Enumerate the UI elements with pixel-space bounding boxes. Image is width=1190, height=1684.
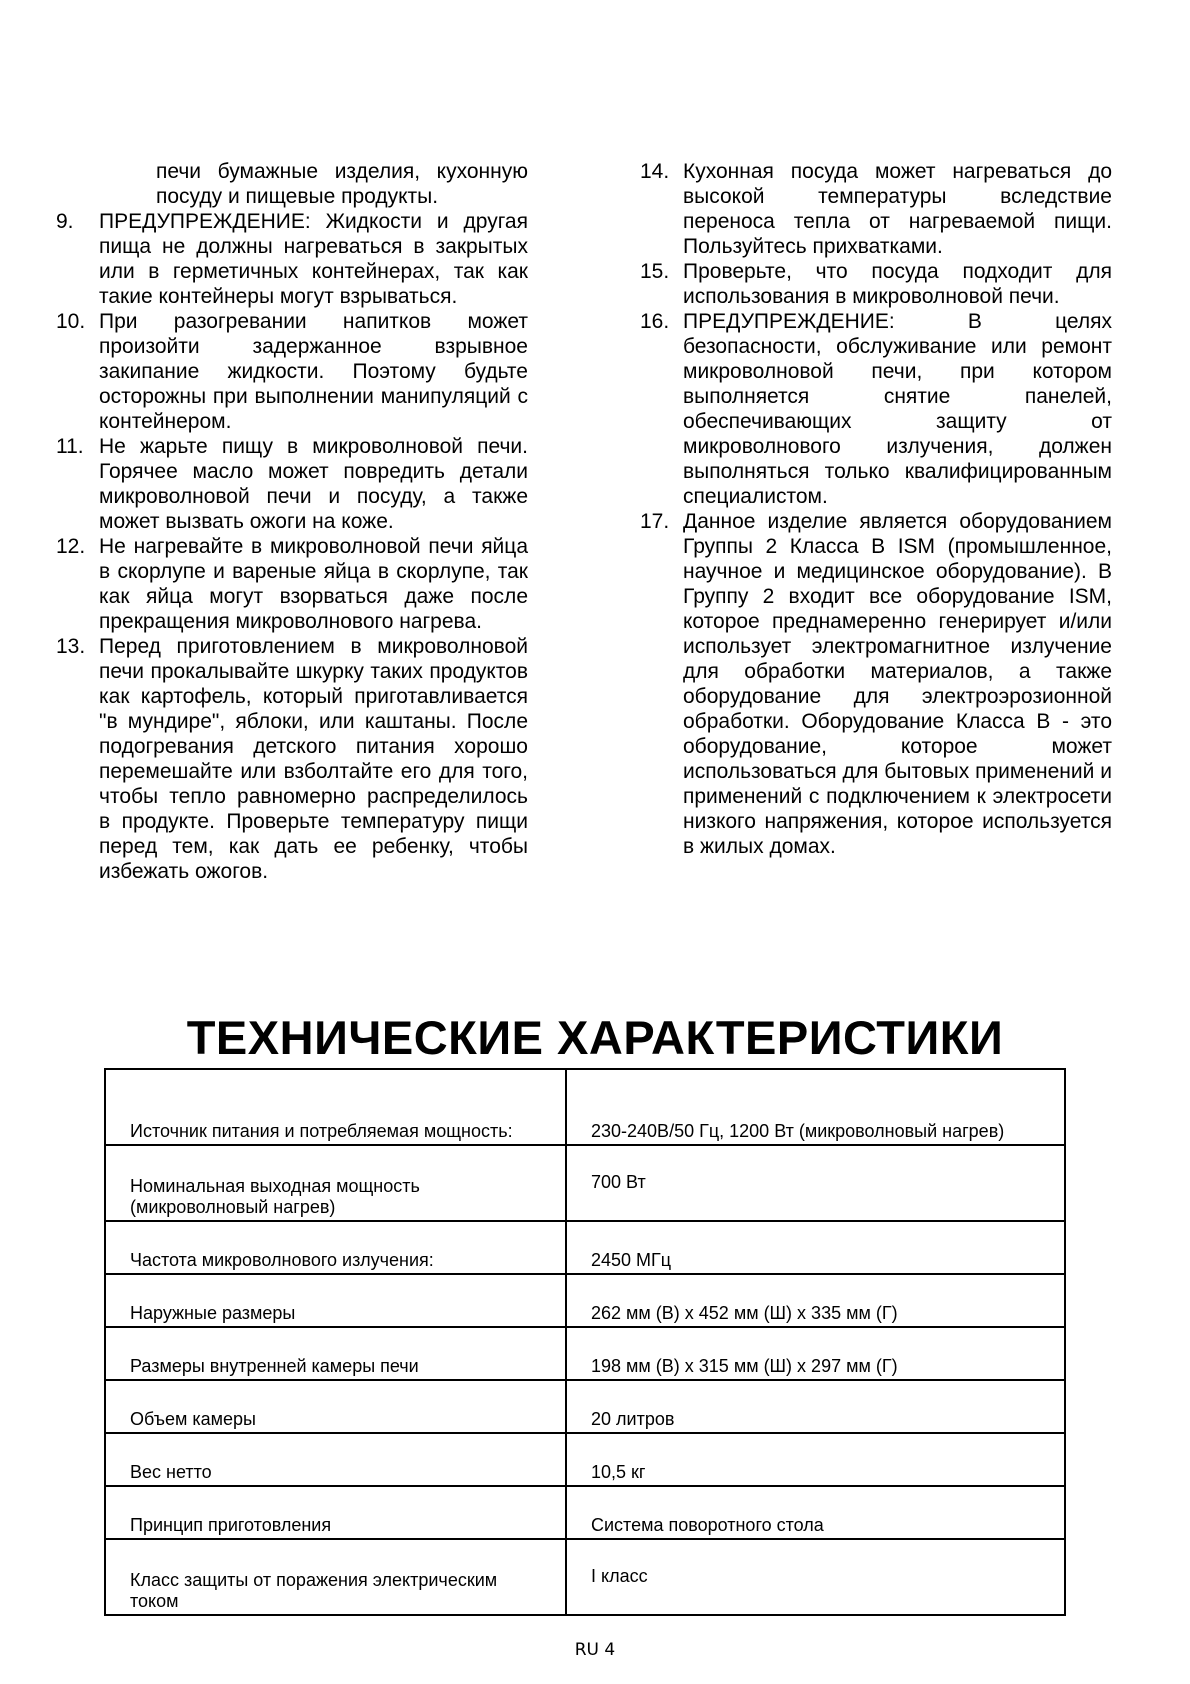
spec-label: Размеры внутренней камеры печи bbox=[105, 1327, 566, 1380]
spec-label: Вес нетто bbox=[105, 1433, 566, 1486]
item-text: Кухонная посуда может нагреваться до высокой температуры вследствие переноса тепла от нагреваемой пищи. Пользуйтесь прихватками. bbox=[683, 160, 1112, 258]
item-text: При разогревании напитков может произойти задержанное взрывное закипание жидкости. Поэтому будьте осторожны при выполнении манипуляций с контейнером. bbox=[99, 310, 528, 433]
item-number: 16. bbox=[640, 310, 670, 333]
table-row bbox=[105, 1221, 1065, 1274]
list-item bbox=[640, 159, 1112, 259]
specs-title: ТЕХНИЧЕСКИЕ ХАРАКТЕРИСТИКИ bbox=[186, 1011, 1004, 1064]
table-row bbox=[105, 1380, 1065, 1433]
item-text: Перед приготовлением в микроволновой печи прокалывайте шкурку таких продуктов как картофель, который приготавливается "в мундире", яблоки, или каштаны. После подогревания детского питания хорошо перемешайте или взболтайте его для того, чтобы тепло равномерно распределилось в продукте. Проверьте температуру пищи перед тем, как дать ее ребенку, чтобы избежать ожогов. bbox=[99, 635, 528, 883]
item-text: ПРЕДУПРЕЖДЕНИЕ: В целях безопасности, обслуживание или ремонт микроволновой печи, при котором выполняется снятие панелей, обеспечивающих защиту от микроволнового излучения, должен выполняться только квалифицированным специалистом. bbox=[683, 310, 1112, 508]
spec-value: 198 мм (В) x 315 мм (Ш) x 297 мм (Г) bbox=[566, 1327, 1065, 1380]
spec-label: Объем камеры bbox=[105, 1380, 566, 1433]
item-number: 17. bbox=[640, 510, 670, 533]
item-text: Не жарьте пищу в микроволновой печи. Горячее масло может повредить детали микроволновой печи и посуду, а также может вызвать ожоги на коже. bbox=[99, 435, 528, 533]
table-row bbox=[105, 1274, 1065, 1327]
list-item bbox=[640, 509, 1112, 859]
spec-label: Класс защиты от поражения электрическим током bbox=[105, 1539, 566, 1615]
instruction-list-right bbox=[640, 159, 1112, 859]
table-row bbox=[105, 1069, 1065, 1145]
spec-value: 230-240В/50 Гц, 1200 Вт (микроволновый нагрев) bbox=[566, 1069, 1065, 1145]
table-row bbox=[105, 1145, 1065, 1221]
spec-value: 10,5 кг bbox=[566, 1433, 1065, 1486]
table-row bbox=[105, 1539, 1065, 1615]
spec-value: Система поворотного стола bbox=[566, 1486, 1065, 1539]
table-row bbox=[105, 1486, 1065, 1539]
item-text: Проверьте, что посуда подходит для использования в микроволновой печи. bbox=[683, 260, 1112, 308]
item-text: Не нагревайте в микроволновой печи яйца в скорлупе и вареные яйца в скорлупе, так как яйца могут взорваться даже после прекращения микроволнового нагрева. bbox=[99, 535, 528, 633]
item-number: 11. bbox=[56, 435, 84, 458]
item-number: 14. bbox=[640, 160, 670, 183]
spec-value: 2450 МГц bbox=[566, 1221, 1065, 1274]
spec-label: Источник питания и потребляемая мощность: bbox=[105, 1069, 566, 1145]
page-number: RU 4 bbox=[574, 1640, 616, 1660]
table-row bbox=[105, 1433, 1065, 1486]
list-item bbox=[56, 209, 528, 309]
spec-label: Наружные размеры bbox=[105, 1274, 566, 1327]
specs-table bbox=[104, 1068, 1066, 1616]
item-number: 12. bbox=[56, 535, 86, 558]
spec-label: Принцип приготовления bbox=[105, 1486, 566, 1539]
item-number: 9. bbox=[56, 210, 74, 233]
list-item bbox=[56, 309, 528, 434]
spec-label: Номинальная выходная мощность (микроволновый нагрев) bbox=[105, 1145, 566, 1221]
item-number: 10. bbox=[56, 310, 86, 333]
item-text: ПРЕДУПРЕЖДЕНИЕ: Жидкости и другая пища не должны нагреваться в закрытых или в герметичных контейнерах, так как такие контейнеры могут взрываться. bbox=[99, 210, 528, 308]
left-column bbox=[56, 159, 528, 884]
spec-value: 20 литров bbox=[566, 1380, 1065, 1433]
list-item bbox=[56, 534, 528, 634]
list-item bbox=[56, 434, 528, 534]
spec-value: 262 мм (В) x 452 мм (Ш) x 335 мм (Г) bbox=[566, 1274, 1065, 1327]
list-item bbox=[640, 309, 1112, 509]
spec-value: I класс bbox=[566, 1539, 1065, 1615]
list-item bbox=[640, 259, 1112, 309]
instruction-list-left bbox=[56, 209, 528, 884]
table-row bbox=[105, 1327, 1065, 1380]
item-number: 15. bbox=[640, 260, 670, 283]
item-number: 13. bbox=[56, 635, 86, 658]
spec-value: 700 Вт bbox=[566, 1145, 1065, 1221]
right-column bbox=[640, 159, 1112, 859]
list-item bbox=[56, 634, 528, 884]
continuation-text: печи бумажные изделия, кухонную посуду и пищевые продукты. bbox=[156, 160, 528, 208]
item-text: Данное изделие является оборудованием Группы 2 Класса B ISM (промышленное, научное и медицинское оборудование). В Группу 2 входит все оборудование ISM, которое преднамеренно генерирует и/или использует электромагнитное излучение для обработки материалов, а также оборудование для электроэрозионной обработки. Оборудование Класса B - это оборудование, которое может использоваться для бытовых применений и применений с подключением к электросети низкого напряжения, которое используется в жилых домах. bbox=[683, 510, 1112, 858]
spec-label: Частота микроволнового излучения: bbox=[105, 1221, 566, 1274]
